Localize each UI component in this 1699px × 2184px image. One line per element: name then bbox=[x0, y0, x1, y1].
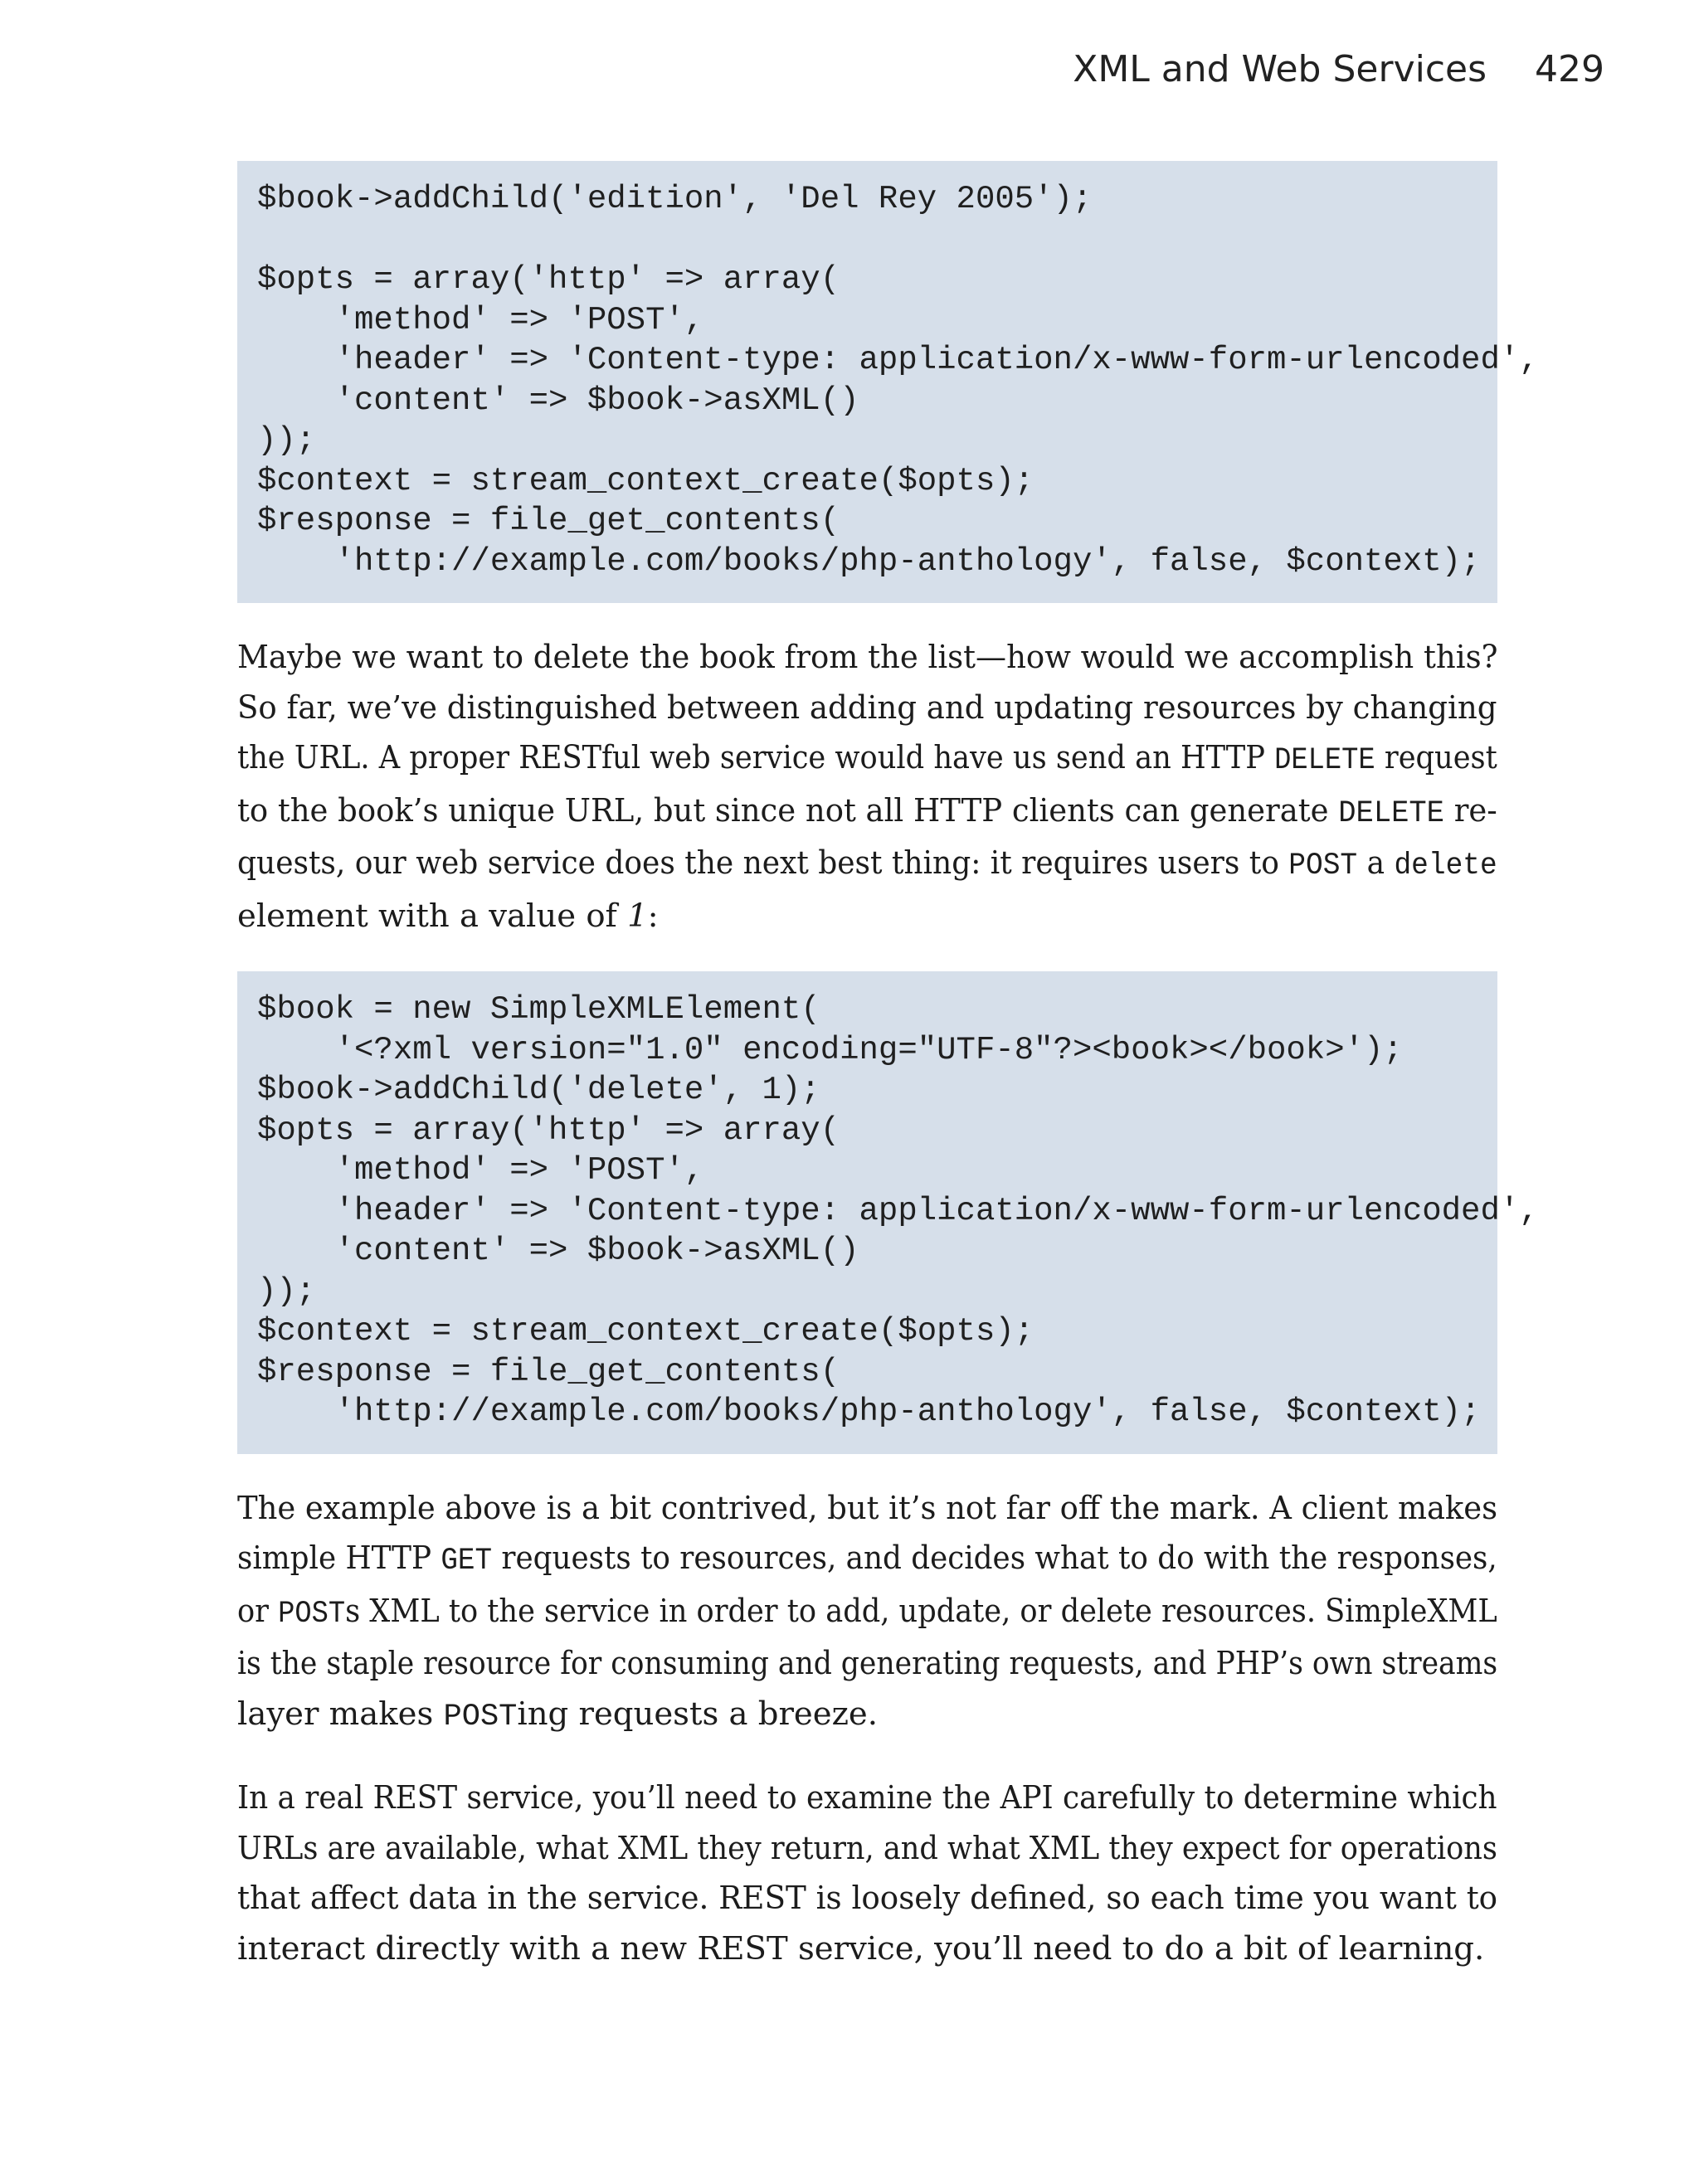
code-line: 'http://example.com/books/php-anthology', false, $context); bbox=[257, 542, 1481, 580]
code-line: $book->addChild('delete', 1); bbox=[257, 1072, 820, 1108]
text-run: or bbox=[237, 1592, 279, 1630]
text-line: Maybe we want to delete the book from the list—how would we accomplish this? bbox=[237, 639, 1498, 676]
text-line bbox=[237, 1587, 1497, 1640]
code-line: 'content' => $book->asXML() bbox=[257, 382, 859, 419]
text-run: : bbox=[647, 897, 659, 935]
text-line bbox=[237, 1534, 1497, 1587]
body-paragraph bbox=[237, 633, 1497, 941]
code-line: $context = stream_context_create($opts); bbox=[257, 462, 1034, 499]
text-run: to the book’s unique URL, but since not all HTTP clients can generate bbox=[237, 791, 1339, 829]
text-run: simple HTTP bbox=[237, 1540, 441, 1577]
inline-code: DELETE bbox=[1338, 795, 1444, 831]
text-line: In a real REST service, you’ll need to examine the API carefully to determine which bbox=[237, 1779, 1497, 1817]
emphasis: 1 bbox=[627, 897, 648, 935]
code-line: $book->addChild('edition', 'Del Rey 2005'); bbox=[257, 181, 1093, 217]
inline-code: delete bbox=[1394, 849, 1497, 883]
page-body bbox=[237, 161, 1539, 1974]
text-run: requests to resources, and decides what to do with the responses, bbox=[492, 1540, 1497, 1577]
body-paragraph bbox=[237, 1773, 1497, 1974]
code-line: $opts = array('http' => array( bbox=[257, 1111, 840, 1149]
text-run: ing requests a breeze. bbox=[517, 1695, 878, 1733]
inline-code: POST bbox=[1288, 849, 1358, 883]
text-run: element with a value of bbox=[237, 897, 628, 935]
code-line: 'method' => 'POST', bbox=[257, 301, 704, 338]
text-run: re- bbox=[1443, 791, 1497, 829]
code-line: )); bbox=[257, 422, 316, 459]
running-header-title: XML and Web Services bbox=[1073, 48, 1487, 90]
inline-code: POST bbox=[443, 1699, 518, 1734]
inline-code: POST bbox=[278, 1596, 346, 1632]
text-run: request bbox=[1375, 739, 1497, 776]
code-line: $response = file_get_contents( bbox=[257, 503, 840, 539]
text-line: The example above is a bit contrived, but it’s not far off the mark. A client makes bbox=[237, 1489, 1498, 1527]
code-line: 'method' => 'POST', bbox=[257, 1152, 704, 1189]
code-line: $book = new SimpleXMLElement( bbox=[257, 991, 820, 1028]
code-line: 'header' => 'Content-type: application/x-www-form-urlencoded', bbox=[257, 1192, 1539, 1229]
text-line bbox=[237, 786, 1497, 839]
text-line: interact directly with a new REST service, you’ll need to do a bit of learning. bbox=[237, 1929, 1485, 1968]
code-line: )); bbox=[257, 1272, 316, 1310]
text-run: a bbox=[1357, 844, 1395, 882]
body-paragraph bbox=[237, 1484, 1497, 1743]
code-line: $context = stream_context_create($opts); bbox=[257, 1313, 1034, 1350]
running-header bbox=[1073, 48, 1604, 90]
inline-code: GET bbox=[441, 1544, 493, 1578]
page-number: 429 bbox=[1535, 48, 1604, 90]
inline-code: DELETE bbox=[1274, 743, 1375, 778]
text-line: URLs are available, what XML they return, and what XML they expect for operations bbox=[237, 1829, 1497, 1867]
text-run: quests, our web service does the next best thing: it requires users to bbox=[237, 844, 1289, 882]
text-line: is the staple resource for consuming and generating requests, and PHP’s own streams bbox=[237, 1645, 1498, 1682]
text-run: the URL. A proper RESTful web service would have us send an HTTP bbox=[237, 739, 1275, 776]
text-line: So far, we’ve distinguished between adding and updating resources by changing bbox=[237, 688, 1497, 727]
text-line bbox=[237, 839, 1497, 892]
code-line: '<?xml version="1.0" encoding="UTF-8"?><book></book>'); bbox=[257, 1031, 1403, 1068]
text-line bbox=[237, 733, 1497, 786]
code-block bbox=[237, 971, 1539, 1454]
text-run: s XML to the service in order to add, update, or delete resources. SimpleXML bbox=[345, 1592, 1497, 1630]
code-line: 'http://example.com/books/php-anthology', false, $context); bbox=[257, 1394, 1481, 1430]
text-line bbox=[237, 892, 1497, 942]
code-line: $response = file_get_contents( bbox=[257, 1353, 840, 1390]
text-line: that affect data in the service. REST is loosely defined, so each time you want to bbox=[237, 1880, 1498, 1917]
code-line bbox=[257, 220, 1477, 260]
text-run: layer makes bbox=[237, 1695, 444, 1733]
text-line bbox=[237, 1690, 1497, 1743]
code-block bbox=[237, 161, 1539, 603]
code-line: 'header' => 'Content-type: application/x-www-form-urlencoded', bbox=[257, 342, 1539, 378]
code-line: $opts = array('http' => array( bbox=[257, 261, 840, 298]
code-line: 'content' => $book->asXML() bbox=[257, 1233, 859, 1269]
